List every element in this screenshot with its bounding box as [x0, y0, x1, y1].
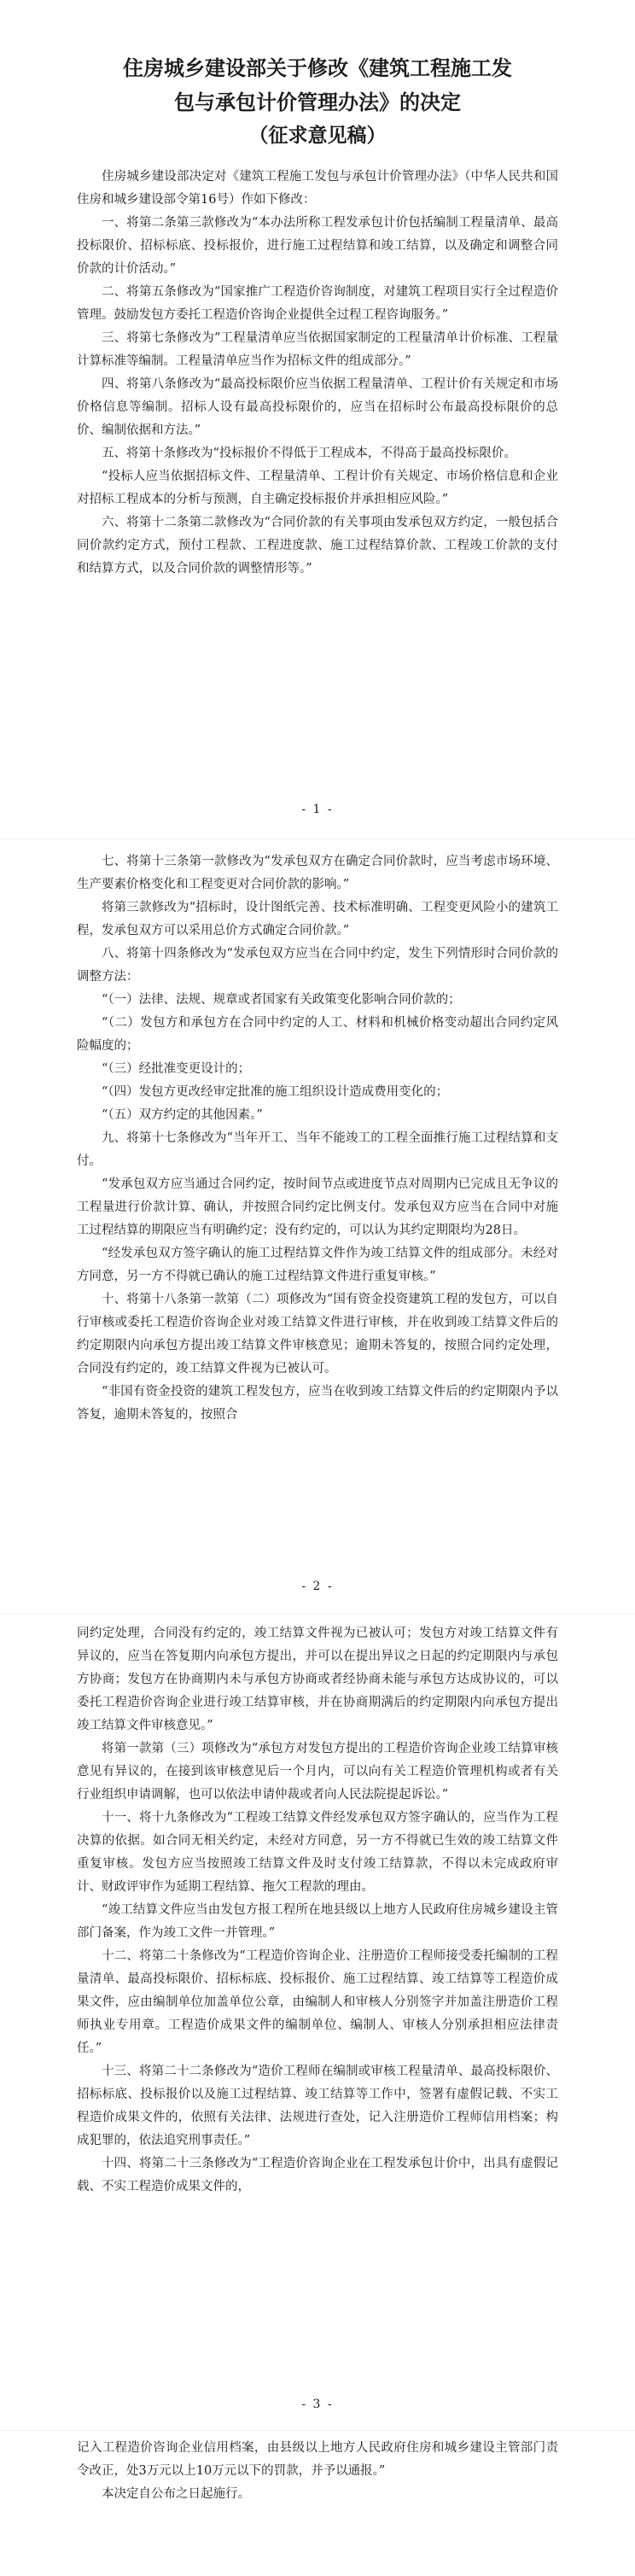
paragraph: 二、将第五条修改为“国家推广工程造价咨询制度，对建筑工程项目实行全过程造价管理。鼓励发包方委托工程造价咨询企业提供全过程工程咨询服务。”: [77, 285, 558, 322]
paragraph: 七、将第十三条第一款修改为“发承包双方在确定合同价款时，应当考虑市场环境、生产要素价格变化和工程变更对合同价款的影响。”: [77, 855, 558, 891]
paragraph: “（三）经批准变更设计的；: [102, 1062, 251, 1076]
paragraph: 八、将第十四条修改为“发承包双方应当在合同中约定，发生下列情形时合同价款的调整方法：: [77, 947, 558, 984]
page-number: - 3 -: [301, 2398, 334, 2411]
paragraph: 十二、将第二十条修改为“工程造价咨询企业、注册造价工程师接受委托编制的工程量清单、最高投标限价、招标标底、投标报价、施工过程结算、竣工结算等工程造价成果文件，应由编制单位加盖单位公章，由编制人和审核人分别签字并加盖注册造价工程师执业专用章。工程造价成果文件的编制单位、编制人、审核人分别承担相应法律责任。”: [77, 1949, 558, 2055]
paragraph: “（一）法律、法规、规章或者国家有关政策变化影响合同价款的；: [102, 993, 461, 1007]
paragraph: 三、将第七条修改为“工程量清单应当依据国家制定的工程量清单计价标准、工程量计算标准等编制。工程量清单应当作为招标文件的组成部分。”: [77, 331, 558, 368]
page-separator: [0, 1614, 635, 1615]
paragraph: 同约定处理，合同没有约定的，竣工结算文件视为已被认可；发包方对竣工结算文件有异议的，应当在答复期内向承包方提出，并可以在提出异议之日起的约定期限内与承包方协商；发包方在协商期内未与承包方协商或者经协商未能与承包方达成协议的，可以委托工程造价咨询企业进行竣工结算审核，并在协商期满后的约定期限内向承包方提出竣工结算文件审核意见。”: [77, 1627, 558, 1732]
page-number: - 2 -: [301, 1580, 334, 1593]
paragraph: “（二）发包方和承包方在合同中约定的人工、材料和机械价格变动超出合同约定风险幅度的；: [77, 1016, 558, 1053]
paragraph: 记入工程造价咨询企业信用档案，由县级以上地方人民政府住房和城乡建设主管部门责令改正，处3万元以上10万元以下的罚款，并予以通报。”: [77, 2441, 558, 2478]
document-subtitle: （征求意见稿）: [248, 124, 387, 147]
paragraph: 本决定自公布之日起施行。: [102, 2487, 250, 2501]
paragraph: 十一、将十九条修改为“工程竣工结算文件经发承包双方签字确认的，应当作为工程决算的依据。如合同无相关约定，未经对方同意，另一方不得就已生效的竣工结算文件重复审核。发包方应当按照竣工结算文件及时支付竣工结算款，不得以未完成政府审计、财政评审作为延期工程结算、拖欠工程款的理由。: [77, 1811, 558, 1894]
page-separator: [0, 2430, 635, 2431]
paragraph: 将第一款第（三）项修改为“承包方对发包方提出的工程造价咨询企业竣工结算审核意见有异议的，在接到该审核意见后一个月内，可以向有关工程造价管理机构或者有关行业组织申请调解，也可以依法申请仲裁或者向人民法院提起诉讼。”: [77, 1742, 558, 1802]
paragraph: 一、将第二条第三款修改为“本办法所称工程发承包计价包括编制工程量清单、最高投标限价、招标标底、投标报价，进行施工过程结算和竣工结算，以及确定和调整合同价款的计价活动。”: [77, 216, 558, 276]
paragraph: “发承包双方应当通过合同约定，按时间节点或进度节点对周期内已完成且无争议的工程量进行价款计算、确认，并按照合同约定比例支付。发承包双方应当在合同中对施工过程结算的期限应当有明确约定；没有约定的，可以认为其约定期限均为28日。: [77, 1177, 558, 1237]
page-number: - 1 -: [301, 803, 334, 816]
document-title-line-2: 包与承包计价管理办法》的决定: [174, 90, 461, 114]
document-page-3: [0, 1622, 635, 2199]
paragraph: 十、将第十八条第一款第（二）项修改为“国有资金投资建筑工程的发包方，可以自行审核或委托工程造价咨询企业对竣工结算文件进行审核，并在收到竣工结算文件后的约定期限内向承包方提出竣工结算文件审核意见；逾期未答复的，按照合同约定处理，合同没有约定的，竣工结算文件视为已被认可。: [77, 1293, 558, 1376]
paragraph: “非国有资金投资的建筑工程发包方，应当在收到竣工结算文件后的约定期限内予以答复，逾期未答复的，按照合: [77, 1385, 558, 1422]
paragraph: “经发承包双方签字确认的施工过程结算文件作为竣工结算文件的组成部分。未经对方同意，另一方不得就已确认的施工过程结算文件进行重复审核。”: [77, 1247, 558, 1283]
paragraph: “投标人应当依据招标文件、工程量清单、工程计价有关规定、市场价格信息和企业对招标工程成本的分析与预测，自主确定投标报价并承担相应风险。”: [77, 470, 558, 506]
paragraph: 六、将第十二条第二款修改为“合同价款的有关事项由发承包双方约定，一般包括合同价款约定方式，预付工程款、工程进度款、施工过程结算价款、工程竣工价款的支付和结算方式，以及合同价款的调整情形等。”: [77, 516, 558, 575]
paragraph: 十四、将第二十三条修改为“工程造价咨询企业在工程发承包计价中，出具有虚假记载、不实工程造价成果文件的，: [77, 2157, 558, 2193]
paragraph: 九、将第十七条修改为“当年开工、当年不能竣工的工程全面推行施工过程结算和支付。: [77, 1131, 558, 1168]
document-page-2: [0, 850, 635, 1427]
paragraph: 十三、将第二十二条修改为“造价工程师在编制或审核工程量清单、最高投标限价、招标标底、投标报价以及施工过程结算、竣工结算等工作中，签署有虚假记载、不实工程造价成果文件的，依照有关法律、法规进行查处，记入注册造价工程师信用档案；构成犯罪的，依法追究刑事责任。”: [77, 2065, 558, 2147]
document-page-1: [0, 51, 635, 581]
paragraph: 五、将第十条修改为“投标报价不得低于工程成本，不得高于最高投标限价。: [102, 447, 516, 460]
page-separator: [0, 838, 635, 839]
paragraph: “（四）发包方更改经审定批准的施工组织设计造成费用变化的；: [102, 1085, 449, 1099]
paragraph: “（五）双方约定的其他因素。”: [102, 1108, 263, 1122]
paragraph: “竣工结算文件应当由发包方报工程所在地县级以上地方人民政府住房城乡建设主管部门备案，作为竣工文件一并管理。”: [77, 1903, 558, 1940]
document-page-4: [0, 2437, 635, 2506]
paragraph: 将第三款修改为“招标时，设计图纸完善、技术标准明确、工程变更风险小的建筑工程，发承包双方可以采用总价方式确定合同价款。”: [77, 901, 558, 938]
paragraph: 四、将第八条修改为“最高投标限价应当依据工程量清单、工程计价有关规定和市场价格信息等编制。招标人设有最高投标限价的，应当在招标时公布最高投标限价的总价、编制依据和方法。”: [77, 377, 558, 437]
document-title-line-1: 住房城乡建设部关于修改《建筑工程施工发: [123, 55, 512, 80]
paragraph: 住房城乡建设部决定对《建筑工程施工发包与承包计价管理办法》（中华人民共和国住房和城乡建设部令第16号）作如下修改：: [77, 170, 558, 207]
